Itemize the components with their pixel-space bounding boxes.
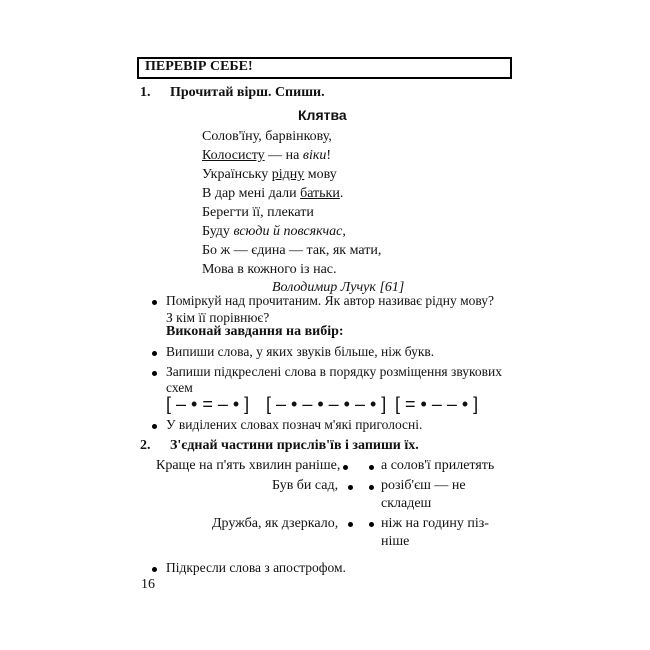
choice-3: У виділених словах познач м'які приголосні. (166, 417, 423, 432)
task1-instruction: Прочитай вірш. Спиши. (170, 85, 325, 100)
italic-word: віки (302, 148, 327, 163)
proverb-right-3-line-1: ніж на годину піз- (381, 516, 489, 531)
question-line-2: З кім її порівнює? (166, 310, 270, 325)
choice-1: Випиши слова, у яких звуків більше, ніж букв. (166, 344, 435, 359)
task1-number: 1. (140, 85, 151, 100)
poem-text: , (342, 224, 346, 239)
bullet (152, 300, 157, 305)
section-header-box (137, 57, 512, 79)
proverb-left-2: Був би сад, (272, 478, 339, 493)
bullet (152, 351, 157, 356)
proverb-right-2-line-2: складеш (381, 496, 432, 511)
poem-text: мову (304, 167, 337, 182)
section-header-title: ПЕРЕВІР СЕБЕ! (145, 59, 253, 74)
match-dot (369, 485, 374, 490)
proverb-left-1: Краще на п'ять хвилин раніше, (156, 458, 341, 473)
bullet (152, 567, 157, 572)
underlined-word: рідну (271, 167, 305, 182)
match-dot (369, 465, 374, 470)
match-dot (348, 485, 353, 490)
poem-line-3 (202, 167, 337, 183)
match-dot (369, 522, 374, 527)
page-number: 16 (141, 577, 155, 592)
poem-line-7: Бо ж — єдина — так, як мати, (202, 243, 382, 258)
choice-heading: Виконай завдання на вибір: (166, 324, 344, 339)
task2-number: 2. (140, 438, 151, 453)
final-task: Підкресли слова з апострофом. (166, 560, 346, 575)
poem-line-2 (202, 148, 331, 164)
match-dot (348, 522, 353, 527)
choice-2-line-1: Запиши підкреслені слова в порядку розміщення звукових (166, 364, 502, 379)
choice-2-line-2: схем (166, 380, 193, 395)
sound-schema-1: [ – • = – • ] (166, 394, 250, 414)
bullet (152, 424, 157, 429)
poem-author: Володимир Лучук [61] (272, 280, 405, 295)
bullet (152, 371, 157, 376)
match-dot (343, 465, 348, 470)
underlined-word: Колосисту (202, 148, 265, 163)
poem-text: . (339, 186, 344, 201)
poem-text: — на (264, 148, 303, 163)
proverb-right-1: а солов'ї прилетять (381, 458, 495, 473)
italic-word: всюди й повсякчас (233, 224, 343, 239)
poem-text: Буду (202, 224, 234, 239)
proverb-right-2-line-1: розіб'єш — не (381, 478, 466, 493)
poem-line-1: Солов'їну, барвінкову, (202, 129, 332, 144)
poem-text: ! (326, 148, 332, 163)
proverb-right-3-line-2: ніше (381, 534, 410, 549)
proverb-left-3: Дружба, як дзеркало, (212, 516, 339, 531)
underlined-word: батьки (300, 186, 340, 201)
question-line-1: Поміркуй над прочитаним. Як автор називає рідну мову? (166, 293, 495, 308)
poem-text: В дар мені дали (202, 186, 301, 201)
poem-line-8: Мова в кожного із нас. (202, 262, 337, 277)
poem-line-6 (202, 224, 346, 240)
poem-line-5: Берегти її, плекати (202, 205, 314, 220)
poem-title: Клятва (298, 107, 347, 123)
sound-schema-3: [ = • – – • ] (395, 394, 479, 414)
sound-schema-2: [ – • – • – • – • ] (266, 394, 387, 414)
task2-instruction: З'єднай частини прислів'їв і запиши їх. (170, 438, 419, 453)
poem-text: Українську (202, 167, 272, 182)
poem-line-4 (202, 186, 343, 202)
